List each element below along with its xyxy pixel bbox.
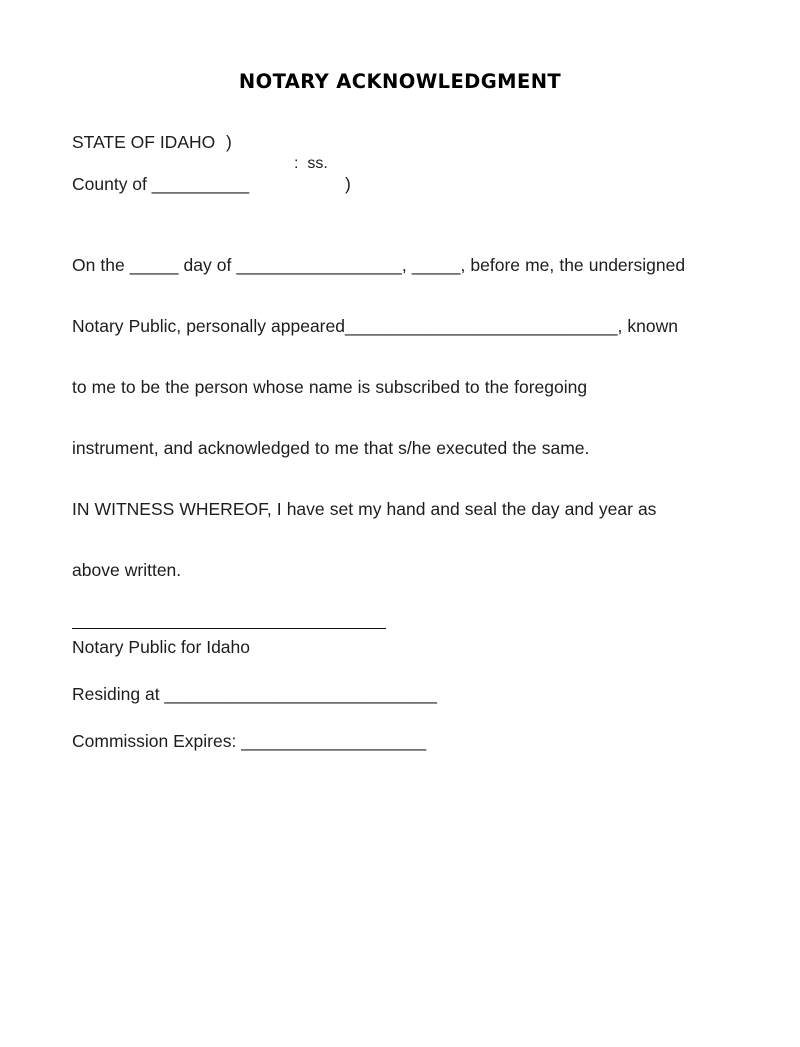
body-paragraph: IN WITNESS WHEREOF, I have set my hand and seal the day and year as xyxy=(72,499,657,519)
county-paren: ) xyxy=(345,174,351,194)
body-paragraph[interactable]: Notary Public, personally appeared____________________________, known xyxy=(72,316,679,336)
page-title: NOTARY ACKNOWLEDGMENT xyxy=(238,70,562,93)
residing-at-field[interactable]: Residing at ____________________________ xyxy=(72,684,437,704)
venue-block xyxy=(72,132,492,194)
ss-label: : ss. xyxy=(294,155,328,172)
venue-rows xyxy=(72,132,492,194)
body-paragraph: to me to be the person whose name is subscribed to the foregoing xyxy=(72,377,588,397)
state-paren: ) xyxy=(226,132,232,152)
body-paragraph: above written. xyxy=(72,560,182,580)
signature-block xyxy=(72,628,732,752)
body-block xyxy=(72,255,732,581)
body-paragraph[interactable]: On the _____ day of _________________, _____, before me, the undersigned xyxy=(72,255,686,275)
body-paragraph: instrument, and acknowledged to me that s/he executed the same. xyxy=(72,438,590,458)
signature-line-caption: Notary Public for Idaho xyxy=(72,637,251,657)
signature-line[interactable] xyxy=(72,628,386,629)
state-label: STATE OF IDAHO xyxy=(72,132,216,152)
commission-expires-field[interactable]: Commission Expires: ___________________ xyxy=(72,731,427,751)
county-field[interactable]: County of __________ xyxy=(72,174,250,194)
